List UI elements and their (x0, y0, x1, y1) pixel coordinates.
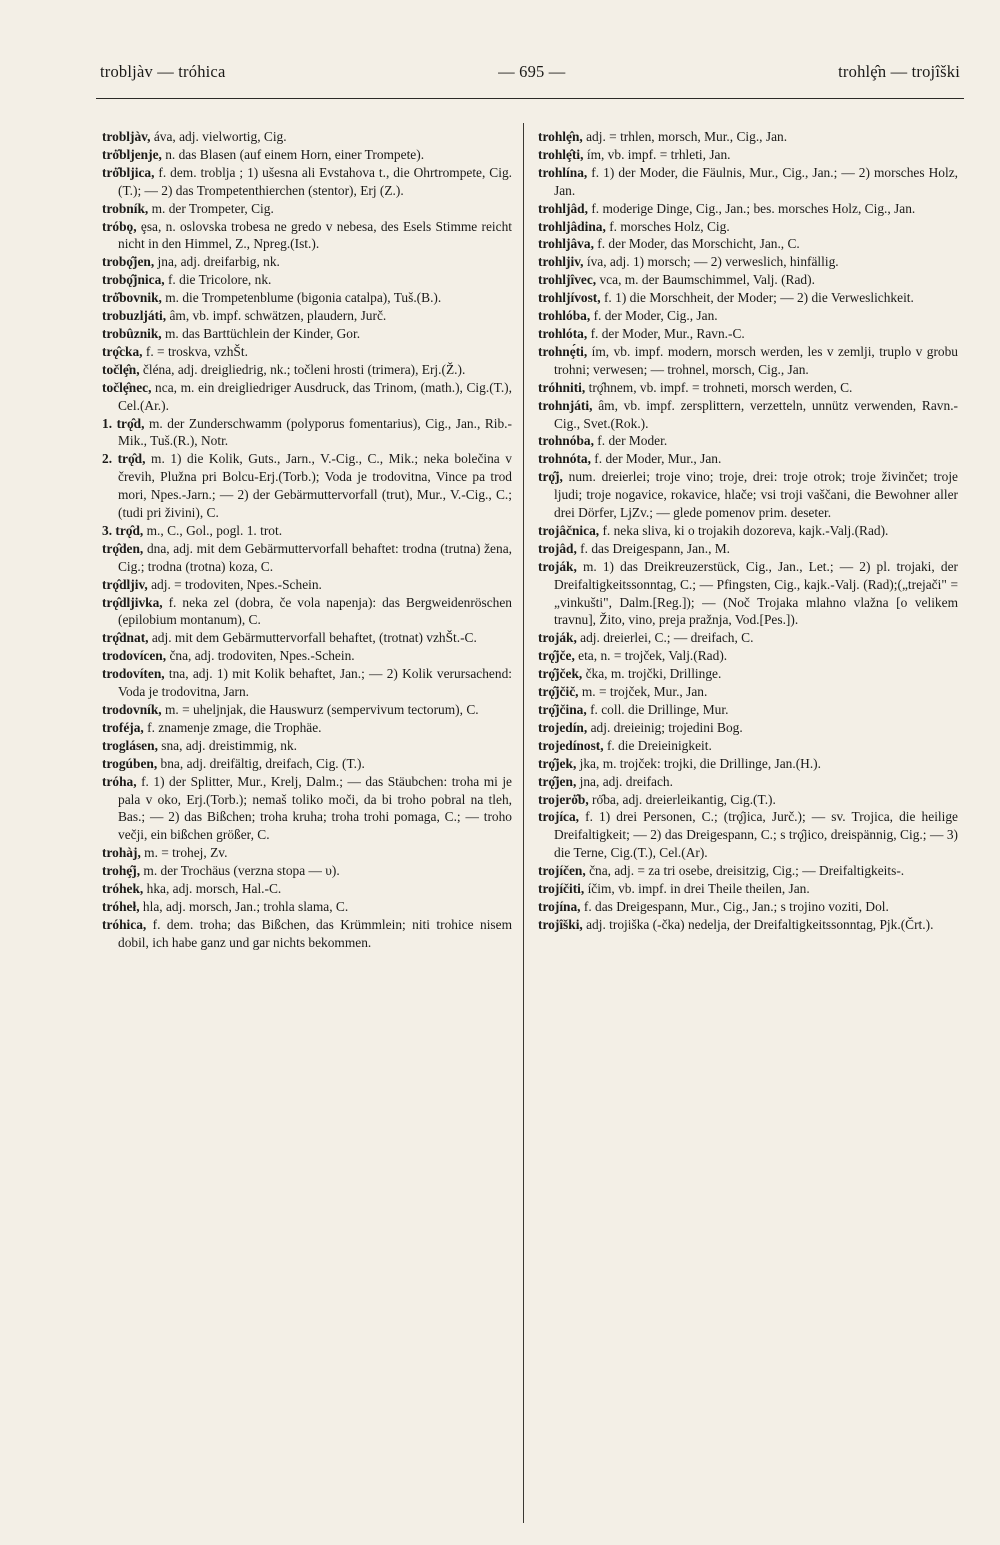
dictionary-entry (102, 415, 512, 451)
dictionary-entry (538, 719, 958, 737)
entry-headword: točlȩ̂n, (102, 361, 140, 377)
entry-headword: trohàj, (102, 845, 141, 861)
entry-definition: adj. trojiška (-čka) nedelja, der Dreifaltigkeitssonntag, Pjk.(Črt.). (582, 916, 934, 932)
entry-definition: adj. = trhlen, morsch, Mur., Cig., Jan. (582, 129, 788, 144)
dictionary-entry (538, 791, 958, 809)
dictionary-entry (102, 844, 512, 862)
entry-definition: adj. dreierlei, C.; — dreifach, C. (576, 630, 754, 646)
entry-definition: hka, adj. morsch, Hal.-C. (143, 881, 282, 897)
entry-definition: f. znamenje zmage, die Trophäe. (143, 719, 322, 735)
entry-definition: hla, adj. morsch, Jan.; trohla slama, C. (139, 898, 349, 914)
entry-definition: num. dreierlei; troje vino; troje, drei: troje otrok; troje živinčet; troje ljudi; troje nogavice, rokavice, hlače; vsi troji vaščani, die Bewohner aller drei Dörfer, LjZv.; — glede pomenov prim. deseter. (554, 469, 958, 521)
entry-headword: tróhica, (102, 916, 147, 932)
dictionary-entry (538, 289, 958, 307)
entry-definition: nca, m. ein dreigliedriger Ausdruck, das Trinom, (math.), Cig.(T.), Cel.(Ar.). (118, 379, 512, 413)
entry-headword: trobuzljáti, (102, 308, 167, 324)
entry-definition: m. die Trompetenblume (bigonia catalpa), Tuš.(B.). (161, 290, 442, 306)
dictionary-entry (538, 218, 958, 236)
dictionary-entry (538, 325, 958, 343)
entry-headword: 3. trǫ̂d, (102, 522, 144, 538)
entry-headword: trȯ̂bljenje, (102, 146, 162, 162)
dictionary-entry (102, 128, 512, 146)
dictionary-entry (102, 576, 512, 594)
entry-definition: áva, adj. vielwortig, Cig. (150, 129, 287, 144)
dictionary-entry (538, 665, 958, 683)
entry-headword: trojedínost, (538, 737, 604, 753)
running-header (100, 62, 960, 82)
entry-definition: m. das Barttüchlein der Kinder, Gor. (161, 325, 361, 341)
entry-definition: f. neka zel (dobra, če vola napenja): das Bergweidenröschen (epilobium montanum), C. (118, 594, 512, 628)
dictionary-entry (102, 343, 512, 361)
dictionary-entry (538, 916, 958, 934)
entry-definition: âm, vb. impf. schwätzen, plaudern, Jurč. (166, 308, 387, 324)
left-column (102, 128, 512, 1528)
dictionary-entry (538, 808, 958, 862)
entry-headword: trohljâd, (538, 200, 588, 216)
header-left-guide-words: trobljàv — tróhica (100, 62, 226, 81)
entry-headword: trohljâdina, (538, 218, 606, 234)
dictionary-entry (102, 540, 512, 576)
entry-headword: trodovíten, (102, 666, 165, 682)
entry-definition: f. dem. troha; das Bißchen, das Krümmlein; niti trohice nisem dobil, ich habe ganz und gar nichts bekommen. (118, 916, 512, 950)
entry-definition: f. 1) die Morschheit, der Moder; — 2) die Verweslichkeit. (600, 290, 914, 306)
dictionary-entry (102, 218, 512, 254)
entry-definition: f. die Dreieinigkeit. (603, 737, 712, 753)
dictionary-entry (102, 862, 512, 880)
dictionary-entry (538, 146, 958, 164)
dictionary-entry (538, 647, 958, 665)
entry-headword: trohlóba, (538, 308, 591, 324)
entry-definition: adj. dreieinig; trojedini Bog. (587, 719, 743, 735)
entry-definition: adj. = trodoviten, Npes.-Schein. (147, 576, 322, 592)
entry-definition: f. 1) der Moder, die Fäulnis, Mur., Cig., Jan.; — 2) morsches Holz, Jan. (554, 164, 958, 198)
dictionary-entry (538, 307, 958, 325)
dictionary-entry (102, 898, 512, 916)
dictionary-entry (538, 450, 958, 468)
dictionary-entry (538, 701, 958, 719)
entry-headword: trǫ̂jčina, (538, 702, 587, 717)
entry-definition: f. das Dreigespann, Mur., Cig., Jan.; s trojino voziti, Dol. (580, 898, 889, 914)
entry-headword: troglásen, (102, 737, 158, 753)
entry-headword: troféja, (102, 719, 144, 735)
entry-definition: trǫ̂hnem, vb. impf. = trohneti, morsch werden, C. (585, 379, 853, 395)
dictionary-entry (538, 200, 958, 218)
entry-headword: tróheł, (102, 898, 140, 914)
entry-headword: trogúben, (102, 755, 158, 771)
entry-headword: trohljiv, (538, 254, 584, 270)
entry-definition: f. das Dreigespann, Jan., M. (576, 540, 731, 556)
entry-headword: trohlȩ̂ti, (538, 146, 584, 162)
entry-definition: f. der Moder, Mur., Jan. (590, 451, 722, 467)
entry-definition: m. 1) das Dreikreuzerstück, Cig., Jan., Let.; — 2) pl. trojaki, der Dreifaltigkeitssonntag, C.; — Pfingsten, Cig., kajk.-Valj. (Rad);(„trejači" = „vinkušti", Dalm.[Reg.]); — (Noč Trojaka mlahno vlažna [o velikem travnu], Žito, vino, preja pražnja, Vod.[Pes.]). (554, 558, 958, 628)
dictionary-entry (102, 701, 512, 719)
dictionary-entry (102, 271, 512, 289)
entry-definition: m. = uheljnjak, die Hauswurz (sempervivum tectorum), C. (161, 702, 479, 717)
entry-headword: trohnjáti, (538, 397, 593, 413)
entry-definition: m., C., Gol., pogl. 1. trot. (143, 522, 283, 538)
entry-headword: trǫ̂j, (538, 469, 563, 485)
entry-headword: troják, (538, 558, 577, 574)
dictionary-entry (538, 432, 958, 450)
entry-definition: vca, m. der Baumschimmel, Valj. (Rad). (596, 272, 815, 288)
entry-definition: m. 1) die Kolik, Guts., Jarn., V.-Cig., C., Mik.; neka bolečina v črevih, Plužna pri Bolcu-Erj.(Torb.); Voda je trodovitna, Vince pa trod mori, Npes.-Jarn.; — 2) der Gebärmuttervorfall (trut), Mur., V.-Cig., C.; (tudi pri živini), C. (118, 451, 512, 521)
dictionary-entry (538, 343, 958, 379)
entry-headword: trohljívost, (538, 290, 601, 306)
entry-headword: trojíčiti, (538, 881, 585, 897)
entry-headword: trohnóta, (538, 451, 591, 467)
entry-headword: trohȩ̂j, (102, 863, 141, 879)
entry-headword: trȯ̂bovnik, (102, 290, 162, 306)
entry-headword: trobník, (102, 200, 149, 216)
dictionary-entry (538, 880, 958, 898)
entry-definition: f. 1) der Splitter, Mur., Krelj, Dalm.; — das Stäubchen: troha mi je pala v oko, Erj.(Torb.); nemaš toliko moči, da bi troho pobral na tleh, Bas.; — 2) das Bißchen; troha kruha; troha trohi pomaga, C.; — troho večji, ein bißchen größer, C. (118, 773, 512, 843)
dictionary-entry (538, 737, 958, 755)
entry-headword: 1. trǫ̂d, (102, 415, 145, 431)
entry-definition: f. die Tricolore, nk. (164, 272, 272, 288)
dictionary-entry (538, 522, 958, 540)
entry-headword: trodovník, (102, 702, 162, 717)
entry-headword: tróbǫ, (102, 218, 137, 234)
dictionary-entry (538, 862, 958, 880)
entry-headword: tróhniti, (538, 379, 586, 395)
entry-definition: ím, vb. impf. modern, morsch werden, les v zemlji, truplo v grobu trohni; verwesen; — trohnel, morsch, Cig., Jan. (554, 343, 958, 377)
entry-headword: trojâčnica, (538, 522, 600, 538)
header-right-guide-words: trohlȩ̂n — trojîški (838, 62, 960, 81)
entry-headword: trojína, (538, 898, 581, 914)
entry-headword: trohljâva, (538, 236, 594, 252)
dictionary-entry (538, 271, 958, 289)
dictionary-entry (102, 289, 512, 307)
dictionary-entry (102, 522, 512, 540)
dictionary-entry (102, 665, 512, 701)
dictionary-entry (538, 755, 958, 773)
entry-definition: f. 1) drei Personen, C.; (trǫ̂jica, Jurč.); — sv. Trojica, die heilige Dreifaltigkeit; — 2) das Dreigespann, C.; s trǫ̂jico, dreispännig, Cig.; — 3) die Terne, Cig.(T.), Cel.(Ar). (554, 809, 958, 861)
entry-definition: íčim, vb. impf. in drei Theile theilen, Jan. (584, 881, 810, 897)
entry-definition: f. der Moder. (593, 433, 668, 449)
entry-definition: jna, adj. dreifarbig, nk. (154, 254, 280, 270)
entry-definition: âm, vb. impf. zersplittern, verzetteln, unnütz verwenden, Ravn.-Cig., Svet.(Rok.). (554, 397, 958, 431)
entry-headword: trobǫ̂jnica, (102, 272, 165, 288)
dictionary-entry (102, 880, 512, 898)
entry-headword: trohlína, (538, 164, 588, 180)
dictionary-entry (102, 361, 512, 379)
entry-headword: trohlóta, (538, 325, 588, 341)
entry-headword: trǫ̂dljiv, (102, 576, 148, 592)
entry-definition: f. neka sliva, ki o trojakih dozoreva, kajk.-Valj.(Rad). (599, 522, 889, 538)
entry-definition: f. = troskva, vzhŠt. (142, 343, 248, 359)
dictionary-entry (102, 916, 512, 952)
entry-definition: eta, n. = trojček, Valj.(Rad). (574, 648, 728, 664)
entry-definition: rȯ̂ba, adj. dreierleikantig, Cig.(T.). (588, 791, 776, 807)
entry-headword: trobǫ̂jen, (102, 254, 155, 270)
entry-definition: m. = trojček, Mur., Jan. (578, 684, 708, 700)
entry-definition: čléna, adj. dreigliedrig, nk.; točleni hrosti (trimera), Erj.(Ž.). (139, 361, 466, 377)
entry-definition: n. das Blasen (auf einem Horn, einer Trompete). (161, 146, 425, 162)
entry-headword: trojíčen, (538, 863, 586, 879)
dictionary-entry (538, 898, 958, 916)
entry-definition: ȩsa, n. oslovska trobesa ne gredo v nebesa, des Esels Stimme reicht nicht in den Himmel, Z., Npreg.(Ist.). (118, 218, 512, 252)
entry-definition: ím, vb. impf. = trhleti, Jan. (583, 146, 731, 162)
entry-headword: trojîški, (538, 916, 583, 932)
dictionary-entry (538, 558, 958, 630)
entry-headword: trohlȩ̂n, (538, 129, 583, 144)
entry-definition: sna, adj. dreistimmig, nk. (157, 737, 298, 753)
entry-headword: trohljîvec, (538, 272, 597, 288)
entry-definition: jka, m. trojček: trojki, die Drillinge, Jan.(H.). (576, 755, 821, 771)
entry-definition: f. morsches Holz, Cig. (605, 218, 730, 234)
entry-headword: trǫ̂den, (102, 540, 144, 556)
page-number: — 695 — (498, 62, 566, 81)
dictionary-entry (102, 146, 512, 164)
entry-headword: trojíca, (538, 809, 580, 825)
dictionary-entry (538, 379, 958, 397)
entry-headword: trodovícen, (102, 648, 167, 664)
dictionary-entry (538, 773, 958, 791)
entry-definition: dna, adj. mit dem Gebärmuttervorfall behaftet: trodna (trutna) žena, Cig.; trodna (trotna) koza, C. (118, 540, 512, 574)
right-column (538, 128, 958, 1528)
dictionary-entry (538, 128, 958, 146)
dictionary-entry (102, 307, 512, 325)
entry-definition: adj. mit dem Gebärmuttervorfall behaftet, (trotnat) vzhŠt.-C. (148, 630, 477, 646)
entry-definition: m. der Trochäus (verzna stopa — υ). (140, 863, 340, 879)
entry-headword: trǫ̂cka, (102, 343, 143, 359)
entry-definition: čna, adj. = za tri osebe, dreisitzig, Cig.; — Dreifaltigkeits-. (585, 863, 905, 879)
entry-headword: trohnȩ́ti, (538, 343, 588, 359)
entry-headword: trojerȯ̂b, (538, 791, 589, 807)
dictionary-entry (538, 253, 958, 271)
entry-headword: trǫ̂dnat, (102, 630, 149, 646)
entry-headword: trojâd, (538, 540, 577, 556)
dictionary-entry (102, 719, 512, 737)
entry-definition: čna, adj. trodoviten, Npes.-Schein. (166, 648, 355, 664)
entry-headword: trohnóba, (538, 433, 594, 449)
dictionary-entry (102, 647, 512, 665)
dictionary-entry (102, 325, 512, 343)
entry-definition: f. dem. troblja ; 1) ušesna ali Evstahova t., die Ohrtrompete, Cig.(T.); — 2) das Trompetenthierchen (stentor), Erj (Z.). (118, 164, 512, 198)
dictionary-entry (102, 773, 512, 845)
entry-headword: trǫ̂dljivka, (102, 594, 163, 610)
dictionary-entry (538, 683, 958, 701)
dictionary-entry (102, 737, 512, 755)
entry-headword: trobljàv, (102, 129, 151, 144)
dictionary-entry (538, 397, 958, 433)
dictionary-entry (538, 164, 958, 200)
entry-definition: f. der Moder, das Morschicht, Jan., C. (593, 236, 800, 252)
entry-definition: m. = trohej, Zv. (140, 845, 228, 861)
entry-definition: f. der Moder, Mur., Ravn.-C. (587, 325, 745, 341)
dictionary-entry (102, 594, 512, 630)
header-rule (96, 98, 964, 99)
dictionary-entry (538, 629, 958, 647)
dictionary-entry (102, 755, 512, 773)
entry-headword: trǫ̂jek, (538, 755, 577, 771)
entry-definition: čka, m. trojčki, Drillinge. (582, 666, 722, 682)
dictionary-entry (102, 253, 512, 271)
entry-definition: f. moderige Dinge, Cig., Jan.; bes. morsches Holz, Cig., Jan. (587, 200, 916, 216)
entry-definition: tna, adj. 1) mit Kolik behaftet, Jan.; — 2) Kolik verursachend: Voda je trodovitna, Jarn. (118, 666, 512, 700)
entry-definition: f. der Moder, Cig., Jan. (590, 308, 718, 324)
dictionary-entry (102, 164, 512, 200)
entry-headword: trǫ̂jče, (538, 648, 575, 664)
entry-headword: točlȩ̂nec, (102, 379, 152, 395)
entry-headword: tróha, (102, 773, 137, 789)
column-divider (523, 123, 524, 1523)
dictionary-entry (102, 450, 512, 522)
entry-headword: 2. trǫ̂d, (102, 451, 146, 467)
dictionary-entry (538, 235, 958, 253)
entry-headword: troják, (538, 630, 577, 646)
entry-headword: trǫ̂jčič, (538, 684, 579, 700)
entry-headword: trǫ̂jen, (538, 773, 577, 789)
dictionary-entry (102, 200, 512, 218)
entry-definition: m. der Zunderschwamm (polyporus fomentarius), Cig., Jan., Rib.-Mik., Tuš.(R.), Notr. (118, 415, 512, 449)
entry-definition: bna, adj. dreifältig, dreifach, Cig. (T.). (157, 755, 365, 771)
entry-headword: tróhek, (102, 881, 144, 897)
entry-definition: íva, adj. 1) morsch; — 2) verweslich, hinfällig. (583, 254, 839, 270)
entry-definition: m. der Trompeter, Cig. (148, 200, 274, 216)
entry-headword: trojedín, (538, 719, 588, 735)
entry-headword: trǫ̂jček, (538, 666, 583, 682)
entry-headword: trȯ̂bljica, (102, 164, 155, 180)
dictionary-entry (102, 379, 512, 415)
dictionary-entry (102, 629, 512, 647)
dictionary-entry (538, 540, 958, 558)
entry-headword: trobûznik, (102, 325, 162, 341)
dictionary-entry (538, 468, 958, 522)
entry-definition: jna, adj. dreifach. (576, 773, 673, 789)
entry-definition: f. coll. die Drillinge, Mur. (586, 702, 729, 717)
